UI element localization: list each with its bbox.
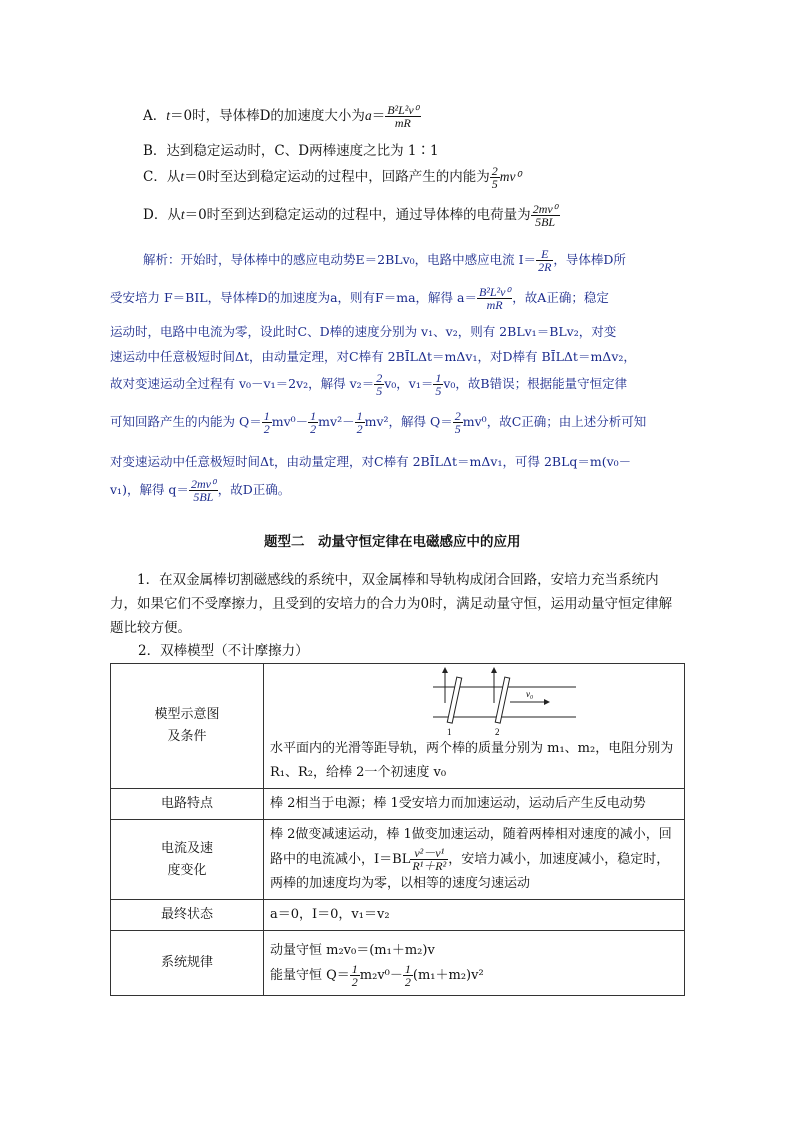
row-text: 棒 2做变减速运动，棒 1做变加速运动，随着两棒相对速度的减小，回路中的电流减小，I＝BL — [270, 827, 672, 867]
analysis-line-8 — [110, 478, 290, 503]
frac-den: 5 — [454, 422, 461, 436]
analysis-line-2 — [110, 286, 609, 311]
row-text: ，安培力减小，加速度减小，稳定时，两棒的加速度均为零，以相等的速度匀速运动 — [270, 852, 670, 891]
fraction — [433, 372, 443, 397]
fraction — [477, 286, 512, 311]
option-c-fraction — [490, 165, 500, 190]
analysis-line-6 — [110, 410, 646, 435]
double-rod-diagram — [428, 667, 588, 737]
var-t: t — [180, 207, 185, 222]
analysis-text: 运动时，电路中电流为零，设此时C、D棒的速度分别为 v₁、v₂，则有 2BLv₁＝BLv₂，对变 — [110, 324, 617, 339]
fraction — [308, 410, 318, 435]
analysis-text: ，导体棒D所 — [553, 252, 626, 267]
fraction — [350, 963, 360, 988]
table-row — [111, 820, 685, 900]
analysis-text: 解析：开始时，导体棒中的感应电动势E＝2BLv₀，电路中感应电流 I＝ — [143, 252, 537, 267]
analysis-text: ，故D正确。 — [217, 482, 291, 497]
analysis-text: v₁)，解得 q＝ — [110, 482, 189, 497]
option-a-fraction — [385, 104, 420, 129]
frac-num: 1 — [263, 409, 270, 423]
row-label: 电流及速 度变化 — [111, 820, 264, 900]
table-row — [111, 900, 685, 931]
table-row — [111, 664, 685, 789]
rod-1 — [447, 677, 461, 723]
option-d-text: ＝0时至到达到稳定运动的过程中，通过导体棒的电荷量为 — [184, 207, 531, 223]
option-c-prefix: C．从 — [143, 169, 181, 185]
analysis-text: 受安培力 F＝BIL，导体棒D的加速度为a，则有F＝ma，解得 a＝ — [110, 290, 477, 305]
option-b — [143, 139, 439, 159]
row-content — [264, 931, 685, 996]
frac-num: 2 — [491, 164, 498, 178]
frac-num: 2mv⁰ — [190, 477, 216, 491]
row-text: m₂v⁰－ — [359, 967, 403, 983]
row-label: 模型示意图 及条件 — [111, 664, 264, 789]
row-label: 系统规律 — [111, 931, 264, 996]
analysis-text: v₀，故B错误；根据能量守恒定律 — [443, 376, 628, 391]
option-a-text: ＝0时，导体棒D的加速度大小为 — [170, 108, 365, 124]
row-content — [264, 664, 685, 789]
frac-den: 2 — [404, 974, 411, 989]
analysis-text: mv²－ — [318, 414, 355, 429]
frac-den: 5BL — [535, 215, 556, 229]
frac-num: B²L²v⁰ — [387, 103, 419, 117]
row-text — [270, 963, 678, 988]
rod-2 — [495, 677, 509, 723]
frac-num: 2mv⁰ — [532, 202, 558, 216]
frac-den: 5 — [491, 177, 498, 191]
frac-num: 1 — [310, 409, 317, 423]
analysis-text: 可知回路产生的内能为 Q＝ — [110, 414, 262, 429]
frac-num: 1 — [435, 371, 442, 385]
fraction — [453, 410, 463, 435]
frac-den: 5BL — [193, 490, 214, 504]
analysis-line-5 — [110, 372, 627, 397]
analysis-line-4 — [110, 347, 636, 365]
model-table — [110, 663, 685, 996]
row-label: 电路特点 — [111, 789, 264, 820]
frac-den: 2 — [263, 422, 270, 436]
fraction — [355, 410, 365, 435]
option-b-text: B．达到稳定运动时，C、D两棒速度之比为 1∶1 — [143, 143, 439, 159]
row-text: a＝0，I＝0，v₁＝v₂ — [264, 900, 685, 931]
row-text: 能量守恒 Q＝ — [270, 967, 350, 983]
rod-label-2: 2 — [495, 727, 500, 737]
frac-den: 5 — [376, 384, 383, 398]
frac-num: B²L²v⁰ — [478, 285, 511, 299]
frac-num: E — [536, 248, 553, 261]
var-t: t — [166, 108, 171, 123]
analysis-line-3 — [110, 322, 616, 340]
frac-num: 1 — [356, 409, 363, 423]
frac-num: 2 — [454, 409, 461, 423]
analysis-text: 对变速运动中任意极短时间Δt，由动量定理，对C棒有 2BĪLΔt＝mΔv₁，可得 2BLq＝m(v₀－ — [110, 454, 632, 469]
analysis-text: mv⁰，故C正确；由上述分析可知 — [462, 414, 647, 429]
table-row — [111, 931, 685, 996]
fraction — [374, 372, 384, 397]
option-d-fraction — [531, 203, 560, 228]
frac-den: 2 — [356, 422, 363, 436]
analysis-text: mv⁰－ — [271, 414, 309, 429]
row-text: (m₁＋m₂)v² — [412, 967, 484, 983]
frac-num: 1 — [404, 961, 411, 976]
paragraph-1: 1．在双金属棒切割磁感线的系统中，双金属棒和导轨构成闭合回路，安培力充当系统内力，如果它们不受摩擦力，且受到的安培力的合力为0时，满足动量守恒，运用动量守恒定律解题比较方便。 — [110, 572, 673, 636]
option-a — [143, 104, 421, 129]
frac-den: 2 — [310, 422, 317, 436]
analysis-text: 速运动中任意极短时间Δt，由动量定理，对C棒有 2BĪLΔt＝mΔv₁，对D棒有 BĪLΔt＝mΔv₂， — [110, 349, 636, 364]
analysis-text: ，故A正确；稳定 — [512, 290, 609, 305]
frac-num: v²－v¹ — [410, 847, 448, 860]
fraction — [403, 963, 413, 988]
frac-den: mR — [486, 298, 503, 312]
option-c-text: ＝0时至达到稳定运动的过程中，回路产生的内能为 — [184, 169, 490, 185]
option-c-tail: mv⁰ — [499, 169, 521, 184]
row-text: 棒 2相当于电源；棒 1受安培力而加速运动，运动后产生反电动势 — [264, 789, 685, 820]
frac-den: 2R — [538, 260, 552, 274]
fraction — [536, 248, 553, 273]
frac-den: mR — [394, 116, 411, 130]
frac-den: 5 — [435, 384, 442, 398]
row-label: 最终状态 — [111, 900, 264, 931]
option-d-prefix: D．从 — [143, 207, 181, 223]
fraction — [262, 410, 272, 435]
frac-num: 2 — [376, 371, 383, 385]
analysis-text: v₀，v₁＝ — [384, 376, 434, 391]
row-text: 水平面内的光滑等距导轨，两个棒的质量分别为 m₁、m₂，电阻分别为 R₁、R₂，给棒 2一个初速度 v₀ — [270, 741, 674, 780]
equals: ＝ — [371, 108, 386, 124]
velocity-label: v₀ — [526, 689, 534, 699]
fraction — [410, 847, 448, 872]
option-a-prefix: A． — [143, 108, 167, 124]
table-row — [111, 789, 685, 820]
row-content — [264, 820, 685, 900]
analysis-line-7 — [110, 452, 631, 470]
rod-label-1: 1 — [447, 727, 452, 737]
fraction — [189, 478, 218, 503]
paragraph-2: 2．双棒模型（不计摩擦力） — [138, 643, 309, 659]
frac-den: R¹＋R² — [412, 859, 447, 873]
option-d — [143, 203, 560, 228]
analysis-text: mv²，解得 Q＝ — [364, 414, 453, 429]
option-c — [143, 165, 521, 190]
row-text: 动量守恒 m₂v₀＝(m₁＋m₂)v — [270, 942, 435, 958]
var-a: a — [364, 108, 372, 123]
frac-den: 2 — [351, 974, 358, 989]
analysis-text: 故对变速运动全过程有 v₀－v₁＝2v₂，解得 v₂＝ — [110, 376, 375, 391]
section-title: 题型二 动量守恒定律在电磁感应中的应用 — [264, 534, 521, 550]
var-t: t — [180, 169, 185, 184]
analysis-line-1 — [143, 248, 626, 273]
frac-num: 1 — [351, 961, 358, 976]
